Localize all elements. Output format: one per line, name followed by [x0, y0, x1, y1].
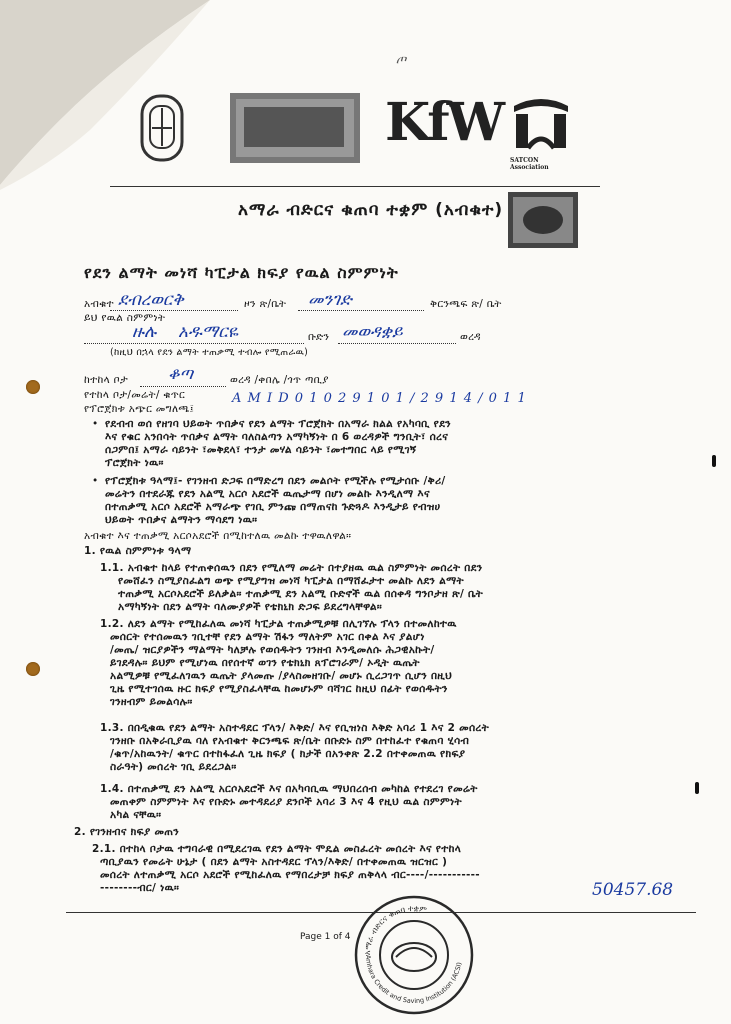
clause-1-3: ገንዘቡ በአቅራቢያዉ ባለ የአብቁተ ቅርንጫፍ ጽ/ቤት በቡድኑ ስም በተከፈተ የቁጠባ ሂሳብ	[110, 735, 470, 747]
punch-hole	[26, 662, 40, 676]
plot-number-label: የተከላ ቦታ/መሬት/ ቁጥር	[84, 389, 186, 401]
agreement-intro: አብቁተ እና ተጠቃሚ አርሶአደሮች በሚከተለዉ መልኩ ተዋዉለዋል።	[84, 530, 352, 542]
bullet-2-line: የፕሮጀክቱ ዓላማ፤- የገንዘብ ድጋፍ በማድረግ በደን መልሶት የሚችሉ የሚታሰቡ /ቅሪ/	[105, 475, 446, 487]
section-1-heading: 1. የዉል ስምምነቱ ዓላማ	[84, 545, 192, 557]
party-note: (ከዚህ በኋላ የደን ልማት ተጠቃሚ ተብሎ የሚጠራዉ)	[110, 347, 309, 358]
clause-1-2: አልሚዎቹ የሚፈለገዉን ዉጤት ያላመጡ /ያላስመዘገቡ/ መሆኑ ሲረጋገጥ ሲሆን በዚህ	[110, 670, 453, 682]
top-scribble: ጦ	[396, 52, 407, 67]
official-stamp	[352, 893, 476, 1017]
clause-1-2: 1.2. ለደን ልማት የሚከፈለዉ መነሻ ካፒታል ተጠቃሚዎቹ በሊገኘሉ ፕላን በተመለከተዉ	[100, 618, 457, 630]
handwritten-zone: መንገድ	[308, 290, 352, 310]
handwritten-woreda: መወዳቋይ	[342, 322, 403, 342]
handwritten-plot-code: A M I D 0 1 0 2 9 1 0 1 / 2 9 1 4 / 0 1 1	[232, 391, 527, 406]
bullet-1-line: ሰጋምበ፤ አማራ ሳይንት ፣መቅደላ፣ ተንታ መሃል ሳይንት ፣መተግበር ላይ የሚገኝ	[105, 444, 417, 456]
handwritten-amount: 50457.68	[592, 880, 674, 900]
bullet-2-line: በተጠቃሚ አርሶ አደሮች አማራጭ የገቢ ምንጩ በማጠናከ ጉድጓዶ እንዲታይ የብዝሀ	[105, 501, 441, 513]
margin-mark	[695, 782, 699, 794]
org-title: አማራ ብድርና ቁጠባ ተቋም (አብቁተ)	[238, 200, 504, 220]
clause-1-2: /መጤ/ ዝርያዎችን ማልማት ካለቻሉ የወሰዱትን ገንዘብ እንዲመለሱ ሕጋዊአኩት/	[110, 644, 435, 656]
clause-2-1: መሰረት ለተጠቃሚ አርሶ አደሮች የሚከፈለዉ የማበረታቻ ክፍያ ጠቅላላ ብር----/-----------	[100, 869, 480, 881]
clause-1-2: ይገደዳሉ። ይህም የሚሆነዉ በየሰተኛ ወገን የቴክኒክ ጸፕሮገራም/ ኦዲት ዉጤት	[110, 657, 420, 669]
bullet-1-line: ፕሮጀክት ነዉ።	[105, 457, 164, 469]
clause-1-3: ስራዓት) መሰረት ገቢ ይደረጋል።	[110, 761, 237, 773]
clause-1-3: 1.3. በበዲቁዉ የደን ልማት አስተዳደር ፕላን/ እቅድ/ እና የቢዝነስ እቅድ አባሪ 1 እና 2 መሰረት	[100, 722, 489, 734]
zone-office-label: ዞን ጽ/ቤት	[244, 298, 287, 310]
clause-1-4: 1.4. በተጠቃሚ ደን አልሚ አርሶአደሮች እና በአካባቢዉ ማህበረሰብ መካከል የተደረገ የመሬት	[100, 783, 478, 795]
clause-2-1: --------ብር/ ነዉ።	[100, 882, 180, 894]
margin-mark	[712, 455, 716, 467]
bmz-logo	[230, 93, 360, 163]
document-page: ጦ KfW SATCON Association አማራ ብድርና ቁጠባ ተቋም (አብቁተ) የደን ልማት መነሻ ካፒታል ክፍያ የዉል ስምምነት አብቁተ ደብረወርቅ ዞን ጽ/ቤት መንገድ ቅርንጫፍ ጽ/ ቤት ይህ የዉል ስምምነት ዙሉ አዱማርዬ ቡድን መወዳቋይ ወረዳ (ከዚህ በኋላ የደን ልማት ተጠቃሚ ተብሎ የሚጠራዉ) ከተከላ ቦታ ቆጣ ወረዳ /ቀበሌ /ጎጥ ጣቢያ የተከላ ቦታ/መሬት/ ቁጥር A M I D 0 1 0 2 9 1 0 1 / 2 9 1 4 / 0 1 1 የፕሮጀክቱ አጭር መግለጫ፤ • የደብብ ወሰ የዘገባ ህይወት ጥበቃና የደን ልማት ፕሮጀክት በአማራ ክልል የአካባቢ የደን እና የቁር አንበሳት ጥበቃና ልማት ባለስልጣን አማካኝነት በ 6 ወረዳዎች ግንቢት፣ ሰረና ሰጋምበ፤ አማራ ሳይንት ፣መቅደላ፣ ተንታ መሃል ሳይንት ፣መተግበር ላይ የሚገኝ ፕሮጀክት ነዉ። • የፕሮጀክቱ ዓላማ፤- የገንዘብ ድጋፍ በማድረግ በደን መልሶት የሚችሉ የሚታሰቡ /ቅሪ/ መሬትን በተደራጁ የደን አልሚ አርሶ አደሮች ዉጤታማ በሆነ መልኩ እንዲለማ እና በተጠቃሚ አርሶ አደሮች አማራጭ የገቢ ምንጩ በማጠናከ ጉድጓዶ እንዲታይ የብዝሀ ህይወት ጥበቃና ልማትን ማሳደግ ነዉ። አብቁተ እና ተጠቃሚ አርሶአደሮች በሚከተለዉ መልኩ ተዋዉለዋል። 1. የዉል ስምምነቱ ዓላማ 1.1. አብቁተ ከላይ የተጠቀሰዉን በደን የሚለማ መሬት በተያዘዉ ዉል ስምምነት መሰረት በደን የመሸፈን ስሚያስፈልግ ወጭ የሚያግዝ መነሻ ካፒታል በማሸፈታተ መልኩ ለደን ልማት ተጠቃሚ አርሶአደሮች ይለቃል። ተጠቃሚ ደን አልሚ ቡድኖች ዉል በሰቀዳ ግንቦታዘ ጽ/ ቤት አማካኝነት በደን ልማት ባለሙያዎች የቴክኒክ ድጋፍ ይደረግላቸዋል። 1.2. ለደን ልማት የሚከፈለዉ መነሻ ካፒታል ተጠቃሚዎቹ በሊገኘሉ ፕላን በተመለከተዉ መሰርት የተሰመዉን ገቢተቸ የደን ልማት ሽፋን ማለትም አገር በቀል እና ያልሆነ /መጤ/ ዝርያዎችን ማልማት ካለቻሉ የወሰዱትን ገንዘብ እንዲመለሱ ሕጋዊአኩት/ ይገደዳሉ። ይህም የሚሆነዉ በየሰተኛ ወገን የቴክኒክ ጸፕሮገራም/ ኦዲት ዉጤት አልሚዎቹ የሚፈለገዉን ዉጤት ያላመጡ /ያላስመዘገቡ/ መሆኑ ሲረጋገጥ ሲሆን በዚህ ጊዜ የሚተገሰዉ ዙር ክፍያ የሚያስፈላቸዉ ከመሆኑም ባሻገር ከዚህ በፊት የወሰዱትን ገንዘብም ይመልሳሉ። 1.3. በበዲቁዉ የደን ልማት አስተዳደር ፕላን/ እቅድ/ እና የቢዝነስ እቅድ አባሪ 1 እና 2 መሰረት ገንዘቡ በአቅራቢያዉ ባለ የአብቁተ ቅርንጫፍ ጽ/ቤት በቡድኑ ስም በተከፈተ የቁጠባ ሂሳብ /ቁጥ/አከዉንት/ ቁጥር በተከፋፈለ ጊዜ ክፍያ ( ክታች በአንቀጽ 2.2 በተቀመጠዉ የክፍያ ስራዓት) መሰረት ገቢ ይደረጋል። 1.4. በተጠቃሚ ደን አልሚ አርሶአደሮች እና በአካባቢዉ ማህበረሰብ መካከል የተደረገ የመሬት መጠቀም ስምምነት እና የቡድኑ መተዳደሪያ ደንቦች አባሪ 3 እና 4 የዚህ ዉል ስምምነት አካል ናቸዉ። 2. የገንዘብና ክፍያ መጠን 2.1. በተከላ ቦታዉ ተግባራዊ በሚደረገዉ የደን ልማት ሞዴል መስፈረት መሰረት እና የተከላ ጣቢያዉን የመሬት ሁኔታ ( በደን ልማት አስተዳደር ፕላን/እቅድ/ በተቀመጠዉ ዝርዝር ) መሰረት ለተጠቃሚ አርሶ አደሮች የሚከፈለዉ የማበረታቻ ክፍያ ጠቅላላ ብር----/----------- --------ብር/ ነዉ። 50457.68 Page 1 of 4 አማራ ብድርና ቁጠባ ተቋም Amhara Credit and Saving Institution (ACSI)	[0, 0, 731, 1024]
clause-2-1: 2.1. በተከላ ቦታዉ ተግባራዊ በሚደረገዉ የደን ልማት ሞዴል መስፈረት መሰረት እና የተከላ	[92, 843, 462, 855]
clause-1-1: የመሸፈን ስሚያስፈልግ ወጭ የሚያግዝ መነሻ ካፒታል በማሸፈታተ መልኩ ለደን ልማት	[118, 575, 464, 587]
field-underline	[140, 386, 226, 387]
svg-text:Amhara Credit and Saving Insti	[364, 955, 463, 1005]
site-label: ከተከላ ቦታ	[84, 374, 129, 386]
woreda-label: ወረዳ	[460, 331, 481, 343]
bullet-dot: •	[92, 418, 99, 430]
clause-1-1: ተጠቃሚ አርሶአደሮች ይለቃል። ተጠቃሚ ደን አልሚ ቡድኖች ዉል በሰቀዳ ግንቦታዘ ጽ/ ቤት	[118, 588, 483, 600]
field-underline	[84, 343, 304, 344]
clause-1-4: አካል ናቸዉ።	[110, 809, 162, 821]
clause-2-1: ጣቢያዉን የመሬት ሁኔታ ( በደን ልማት አስተዳደር ፕላን/እቅድ/ በተቀመጠዉ ዝርዝር )	[100, 856, 448, 868]
satcon-caption: SATCON Association	[510, 157, 549, 171]
bullet-1-line: እና የቁር አንበሳት ጥበቃና ልማት ባለስልጣን አማካኝነት በ 6 ወረዳዎች ግንቢት፣ ሰረና	[105, 431, 449, 443]
punch-hole	[26, 380, 40, 394]
bullet-2-line: መሬትን በተደራጁ የደን አልሚ አርሶ አደሮች ዉጤታማ በሆነ መልኩ እንዲለማ እና	[105, 488, 430, 500]
clause-1-1: 1.1. አብቁተ ከላይ የተጠቀሰዉን በደን የሚለማ መሬት በተያዘዉ ዉል ስምምነት መሰረት በደን	[100, 562, 483, 574]
clause-1-2: ገንዘብም ይመልሳሉ።	[110, 696, 193, 708]
handwritten-group-b: አዱማርዬ	[178, 322, 238, 342]
clause-1-3: /ቁጥ/አከዉንት/ ቁጥር በተከፋፈለ ጊዜ ክፍያ ( ክታች በአንቀጽ 2.2 በተቀመጠዉ የክፍያ	[110, 748, 466, 760]
field-underline	[298, 310, 424, 311]
clause-1-1: አማካኝነት በደን ልማት ባለሙያዎች የቴክኒክ ድጋፍ ይደረግላቸዋል።	[118, 601, 383, 613]
handwritten-kebele: ቆጣ	[168, 364, 194, 384]
handwritten-group-a: ዙሉ	[132, 322, 157, 342]
bullet-2-line: ህይወት ጥበቃና ልማትን ማሳደግ ነዉ።	[105, 514, 258, 526]
party-prefix: አብቁተ	[84, 298, 114, 310]
group-label: ቡድን	[308, 331, 330, 343]
project-summary-label: የፕሮጀክቱ አጭር መግለጫ፤	[84, 403, 195, 415]
kebele-label: ወረዳ /ቀበሌ /ጎጥ ጣቢያ	[230, 374, 329, 386]
stamp-english-text: Amhara Credit and Saving Institution (ACSI)	[363, 954, 464, 1006]
section-2-heading: 2. የገንዘብና ክፍያ መጠን	[74, 826, 180, 838]
clause-1-2: ጊዜ የሚተገሰዉ ዙር ክፍያ የሚያስፈላቸዉ ከመሆኑም ባሻገር ከዚህ በፊት የወሰዱትን	[110, 683, 448, 695]
agreement-lead: ይህ የዉል ስምምነት	[84, 312, 166, 324]
field-underline	[338, 343, 456, 344]
branch-office-label: ቅርንጫፍ ጽ/ ቤት	[430, 298, 502, 310]
field-underline	[110, 310, 238, 311]
header-divider	[110, 186, 600, 187]
bullet-dot: •	[92, 475, 99, 487]
handwritten-branch: ደብረወርቅ	[118, 290, 184, 310]
acsi-logo	[508, 192, 578, 248]
document-title: የደን ልማት መነሻ ካፒታል ክፍያ የዉል ስምምነት	[84, 263, 399, 282]
stamp-amharic-text: አማራ ብድርና ቁጠባ ተቋም	[362, 903, 428, 956]
page-number: Page 1 of 4	[300, 932, 351, 942]
clause-1-4: መጠቀም ስምምነት እና የቡድኑ መተዳደሪያ ደንቦች አባሪ 3 እና 4 የዚህ ዉል ስምምነት	[110, 796, 462, 808]
clause-1-2: መሰርት የተሰመዉን ገቢተቸ የደን ልማት ሽፋን ማለትም አገር በቀል እና ያልሆነ	[110, 631, 425, 643]
ethiopia-emblem-logo	[134, 88, 190, 170]
bullet-1-line: የደብብ ወሰ የዘገባ ህይወት ጥበቃና የደን ልማት ፕሮጀክት በአማራ ክልል የአካባቢ የደን	[105, 418, 451, 430]
